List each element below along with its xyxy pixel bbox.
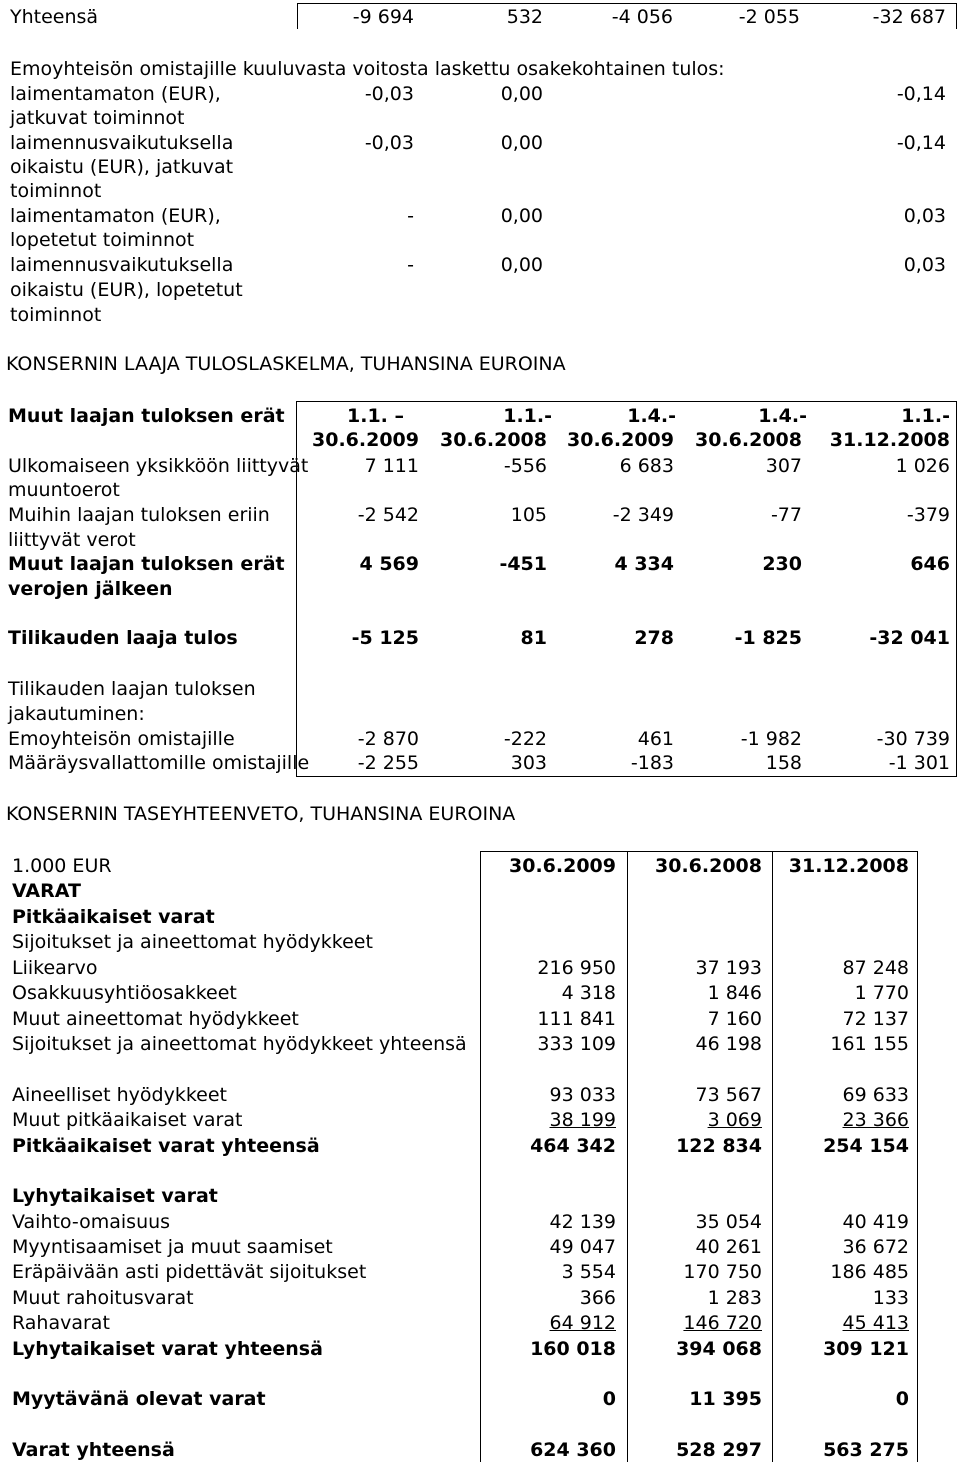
- balance-col-border: [772, 851, 773, 1462]
- cell-value: -1 825: [734, 627, 802, 649]
- eps-value: -0,03: [364, 132, 414, 154]
- eps-label-line: toiminnot: [10, 304, 102, 326]
- cell-value: 307: [765, 455, 802, 477]
- cell-value: 254 154: [823, 1135, 909, 1157]
- section-heading-comprehensive: KONSERNIN LAAJA TULOSLASKELMA, TUHANSINA EUROINA: [6, 353, 566, 375]
- cell-value: 230: [762, 553, 802, 575]
- col-header-line2: 31.12.2008: [829, 429, 950, 451]
- cell-value: -5 125: [351, 627, 419, 649]
- cell-value: 105: [510, 504, 547, 526]
- row-label: Osakkuusyhtiöosakkeet: [12, 982, 237, 1004]
- row-label-line: Määräysvallattomille omistajille: [8, 752, 310, 774]
- top-table-top-border: [297, 3, 956, 4]
- eps-value: 0,00: [500, 83, 543, 105]
- cell-value: 87 248: [842, 957, 909, 979]
- cell-value: 366: [579, 1287, 616, 1309]
- row-label: Pitkäaikaiset varat yhteensä: [12, 1135, 320, 1157]
- cell-value: 1 770: [854, 982, 909, 1004]
- row-label: Liikearvo: [12, 957, 98, 979]
- comp-header-label: Muut laajan tuloksen erät: [8, 405, 285, 427]
- cell-value: 7 111: [364, 455, 419, 477]
- section-heading-balance: KONSERNIN TASEYHTEENVETO, TUHANSINA EUROINA: [6, 803, 516, 825]
- cell-value: 563 275: [823, 1439, 909, 1461]
- cell-value: 4 318: [561, 982, 616, 1004]
- cell-value: -2 542: [357, 504, 419, 526]
- cell-value: 158: [765, 752, 802, 774]
- row-label: Lyhytaikaiset varat yhteensä: [12, 1338, 323, 1360]
- row-label: Aineelliset hyödykkeet: [12, 1084, 227, 1106]
- balance-col-header: 30.6.2009: [509, 855, 616, 877]
- cell-value: -77: [770, 504, 802, 526]
- row-label: Sijoitukset ja aineettomat hyödykkeet yhteensä: [12, 1033, 467, 1055]
- total-value: -9 694: [352, 6, 414, 28]
- eps-value: -: [407, 254, 414, 276]
- cell-value: -183: [630, 752, 674, 774]
- cell-value: 73 567: [695, 1084, 762, 1106]
- col-header-line1: 1.1.-: [503, 405, 552, 427]
- cell-value: 49 047: [549, 1236, 616, 1258]
- row-label-line: Muihin laajan tuloksen eriin: [8, 504, 270, 526]
- eps-heading: Emoyhteisön omistajille kuuluvasta voitosta laskettu osakekohtainen tulos:: [10, 58, 725, 80]
- eps-label-line: laimentamaton (EUR),: [10, 83, 221, 105]
- total-value: -4 056: [611, 6, 673, 28]
- top-table-left-border: [297, 3, 298, 29]
- cell-value: -30 739: [876, 728, 950, 750]
- eps-value: 0,00: [500, 132, 543, 154]
- cell-value: 133: [872, 1287, 909, 1309]
- cell-value: 394 068: [676, 1338, 762, 1360]
- cell-value: 309 121: [823, 1338, 909, 1360]
- col-header-line1: 1.4.-: [627, 405, 676, 427]
- cell-value: 40 419: [842, 1211, 909, 1233]
- cell-value: 624 360: [530, 1439, 616, 1461]
- row-label-line: jakautuminen:: [8, 703, 145, 725]
- eps-label-line: oikaistu (EUR), jatkuvat: [10, 156, 234, 178]
- cell-value: 161 155: [830, 1033, 909, 1055]
- row-label: Muut aineettomat hyödykkeet: [12, 1008, 299, 1030]
- balance-col-border: [627, 851, 628, 1462]
- eps-value: -0,14: [896, 132, 946, 154]
- row-label: Eräpäivään asti pidettävät sijoitukset: [12, 1261, 367, 1283]
- cell-value: 528 297: [676, 1439, 762, 1461]
- eps-value: -0,03: [364, 83, 414, 105]
- balance-col-border: [917, 851, 918, 1462]
- cell-value: -2 349: [612, 504, 674, 526]
- row-label: Lyhytaikaiset varat: [12, 1185, 218, 1207]
- row-label-line: Emoyhteisön omistajille: [8, 728, 235, 750]
- cell-value: 11 395: [689, 1388, 762, 1410]
- cell-value: 186 485: [830, 1261, 909, 1283]
- row-label: VARAT: [12, 880, 81, 902]
- comp-table-bottom-border: [296, 776, 957, 777]
- row-label-line: Muut laajan tuloksen erät: [8, 553, 285, 575]
- eps-value: -: [407, 205, 414, 227]
- row-label: Vaihto-omaisuus: [12, 1211, 171, 1233]
- cell-value: 278: [634, 627, 674, 649]
- cell-value: 3 069: [707, 1109, 762, 1131]
- cell-value: 1 846: [707, 982, 762, 1004]
- balance-col-header: 31.12.2008: [788, 855, 909, 877]
- cell-value: 170 750: [683, 1261, 762, 1283]
- cell-value: 464 342: [530, 1135, 616, 1157]
- cell-value: 160 018: [530, 1338, 616, 1360]
- cell-value: -32 041: [869, 627, 950, 649]
- cell-value: 35 054: [695, 1211, 762, 1233]
- row-label-line: liittyvät verot: [8, 529, 136, 551]
- row-label: Varat yhteensä: [12, 1439, 175, 1461]
- cell-value: 4 569: [359, 553, 419, 575]
- col-header-line2: 30.6.2009: [567, 429, 674, 451]
- cell-value: 646: [910, 553, 950, 575]
- total-value: -32 687: [872, 6, 946, 28]
- balance-header-top-border: [480, 851, 918, 852]
- row-label-line: Ulkomaiseen yksikköön liittyvät: [8, 455, 309, 477]
- row-label-line: verojen jälkeen: [8, 578, 173, 600]
- col-header-line2: 30.6.2008: [695, 429, 802, 451]
- balance-unit-label: 1.000 EUR: [12, 855, 112, 877]
- eps-value: 0,00: [500, 254, 543, 276]
- cell-value: 45 413: [842, 1312, 909, 1334]
- cell-value: 40 261: [695, 1236, 762, 1258]
- cell-value: 3 554: [561, 1261, 616, 1283]
- top-table-right-border: [956, 3, 957, 29]
- row-label: Muut pitkäaikaiset varat: [12, 1109, 243, 1131]
- row-label: Sijoitukset ja aineettomat hyödykkeet: [12, 931, 373, 953]
- cell-value: 38 199: [549, 1109, 616, 1131]
- cell-value: 146 720: [683, 1312, 762, 1334]
- cell-value: -2 870: [357, 728, 419, 750]
- col-header-line1: 1.1.-: [901, 405, 950, 427]
- cell-value: 64 912: [549, 1312, 616, 1334]
- cell-value: 111 841: [537, 1008, 616, 1030]
- col-header-line2: 30.6.2008: [440, 429, 547, 451]
- cell-value: -2 255: [357, 752, 419, 774]
- eps-label-line: oikaistu (EUR), lopetetut: [10, 279, 243, 301]
- cell-value: 1 026: [895, 455, 950, 477]
- cell-value: -222: [503, 728, 547, 750]
- cell-value: 216 950: [537, 957, 616, 979]
- eps-value: 0,03: [903, 205, 946, 227]
- cell-value: 122 834: [676, 1135, 762, 1157]
- cell-value: -556: [503, 455, 547, 477]
- eps-label-line: laimentamaton (EUR),: [10, 205, 221, 227]
- cell-value: 42 139: [549, 1211, 616, 1233]
- row-label: Myytävänä olevat varat: [12, 1388, 266, 1410]
- eps-label-line: toiminnot: [10, 180, 102, 202]
- total-value: 532: [506, 6, 543, 28]
- eps-label-line: lopetetut toiminnot: [10, 229, 195, 251]
- eps-value: -0,14: [896, 83, 946, 105]
- total-value: -2 055: [738, 6, 800, 28]
- cell-value: 36 672: [842, 1236, 909, 1258]
- cell-value: -1 982: [740, 728, 802, 750]
- col-header-line1: 1.1. –: [347, 405, 404, 427]
- cell-value: 303: [510, 752, 547, 774]
- row-label: Rahavarat: [12, 1312, 110, 1334]
- col-header-line2: 30.6.2009: [312, 429, 419, 451]
- eps-value: 0,03: [903, 254, 946, 276]
- eps-value: 0,00: [500, 205, 543, 227]
- balance-col-border: [480, 851, 481, 1462]
- cell-value: 4 334: [614, 553, 674, 575]
- comp-table-top-border: [296, 401, 957, 402]
- cell-value: 81: [520, 627, 547, 649]
- comp-table-right-border: [956, 401, 957, 777]
- cell-value: -379: [906, 504, 950, 526]
- cell-value: 46 198: [695, 1033, 762, 1055]
- row-label-line: Tilikauden laaja tulos: [8, 627, 238, 649]
- cell-value: 7 160: [707, 1008, 762, 1030]
- eps-label-line: laimennusvaikutuksella: [10, 132, 234, 154]
- cell-value: 461: [637, 728, 674, 750]
- col-header-line1: 1.4.-: [758, 405, 807, 427]
- cell-value: 23 366: [842, 1109, 909, 1131]
- cell-value: 0: [895, 1388, 909, 1410]
- cell-value: -1 301: [888, 752, 950, 774]
- total-row-label: Yhteensä: [10, 6, 99, 28]
- row-label-line: muuntoerot: [8, 479, 120, 501]
- row-label: Muut rahoitusvarat: [12, 1287, 194, 1309]
- eps-label-line: laimennusvaikutuksella: [10, 254, 234, 276]
- row-label-line: Tilikauden laajan tuloksen: [8, 678, 256, 700]
- cell-value: 6 683: [619, 455, 674, 477]
- cell-value: 1 283: [707, 1287, 762, 1309]
- cell-value: 37 193: [695, 957, 762, 979]
- cell-value: 69 633: [842, 1084, 909, 1106]
- cell-value: 93 033: [549, 1084, 616, 1106]
- row-label: Myyntisaamiset ja muut saamiset: [12, 1236, 333, 1258]
- cell-value: 333 109: [537, 1033, 616, 1055]
- cell-value: -451: [499, 553, 547, 575]
- cell-value: 0: [602, 1388, 616, 1410]
- eps-label-line: jatkuvat toiminnot: [10, 107, 185, 129]
- balance-col-header: 30.6.2008: [655, 855, 762, 877]
- row-label: Pitkäaikaiset varat: [12, 906, 215, 928]
- cell-value: 72 137: [842, 1008, 909, 1030]
